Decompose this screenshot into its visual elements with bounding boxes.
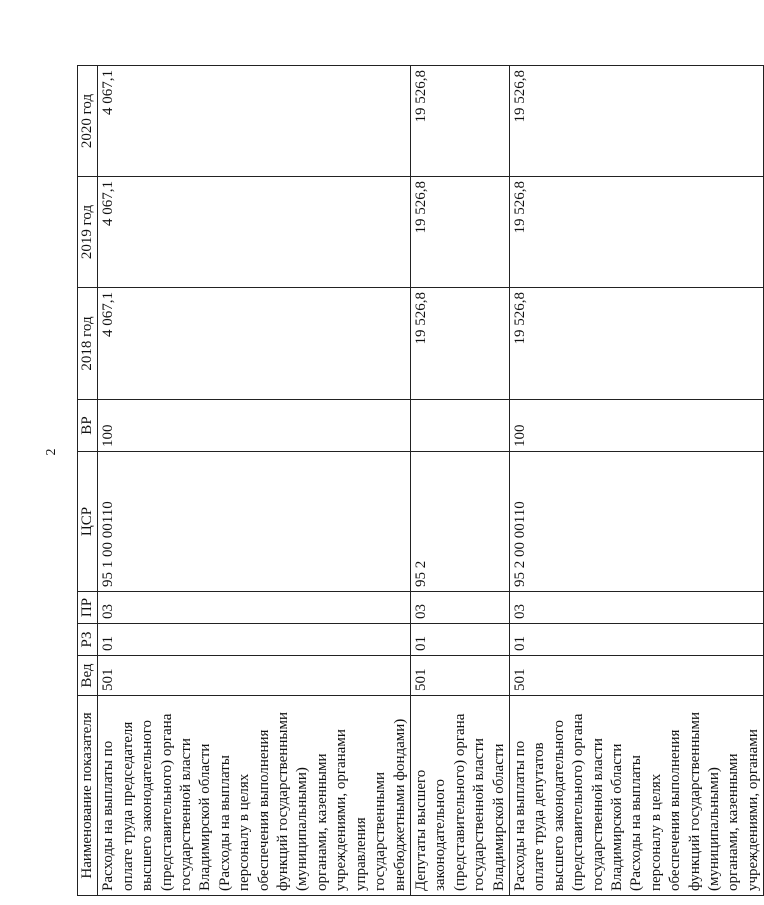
row-name: Расходы на выплаты по оплате труда председателя высшего законодательного (представительного) органа государственной власти Владимирской области (Расходы на выплаты персоналу в целях обеспечения выполнения функций государственными (муниципальными) органами, казенными учреждениями, органами управления государственными внебюджетными фондами) [98,696,411,896]
row-2019: 19 526,8 [410,177,509,288]
header-2020: 2020 год [78,66,98,177]
header-ved: Вед [78,656,98,696]
header-csr: ЦСР [78,452,98,592]
row-2019: 19 526,8 [509,177,763,288]
header-pr: ПР [78,592,98,624]
row-csr: 95 2 00 00110 [509,452,763,592]
row-vr: 100 [509,400,763,452]
row-ved: 501 [410,656,509,696]
row-2018: 19 526,8 [509,288,763,400]
row-ved: 501 [98,656,411,696]
row-2019: 4 067,1 [98,177,411,288]
rotated-table-wrapper [77,66,761,896]
budget-table [77,65,764,896]
row-name: Расходы на выплаты по оплате труда депутатов высшего законодательного (представительного) органа государственной власти Владимирской области (Расходы на выплаты персоналу в целях обеспечения выполнения функций государственными (муниципальными) органами, казенными учреждениями, органами [509,696,763,896]
row-2020: 4 067,1 [98,66,411,177]
row-name: Депутаты высшего законодательного (представительного) органа государственной власти Владимирской области [410,696,509,896]
row-vr: 100 [98,400,411,452]
header-vr: ВР [78,400,98,452]
table-row [410,66,509,896]
row-rz: 01 [98,624,411,656]
row-ved: 501 [509,656,763,696]
row-2018: 19 526,8 [410,288,509,400]
row-vr [410,400,509,452]
row-csr: 95 1 00 00110 [98,452,411,592]
row-pr: 03 [410,592,509,624]
table-row [509,66,763,896]
row-pr: 03 [98,592,411,624]
row-csr: 95 2 [410,452,509,592]
header-2019: 2019 год [78,177,98,288]
row-rz: 01 [410,624,509,656]
row-2020: 19 526,8 [509,66,763,177]
row-pr: 03 [509,592,763,624]
row-2018: 4 067,1 [98,288,411,400]
header-rz: РЗ [78,624,98,656]
header-name: Наименование показателя [78,696,98,896]
table-row [98,66,411,896]
page-number: 2 [44,448,59,456]
row-rz: 01 [509,624,763,656]
header-2018: 2018 год [78,288,98,400]
row-2020: 19 526,8 [410,66,509,177]
table-header-row [78,66,98,896]
